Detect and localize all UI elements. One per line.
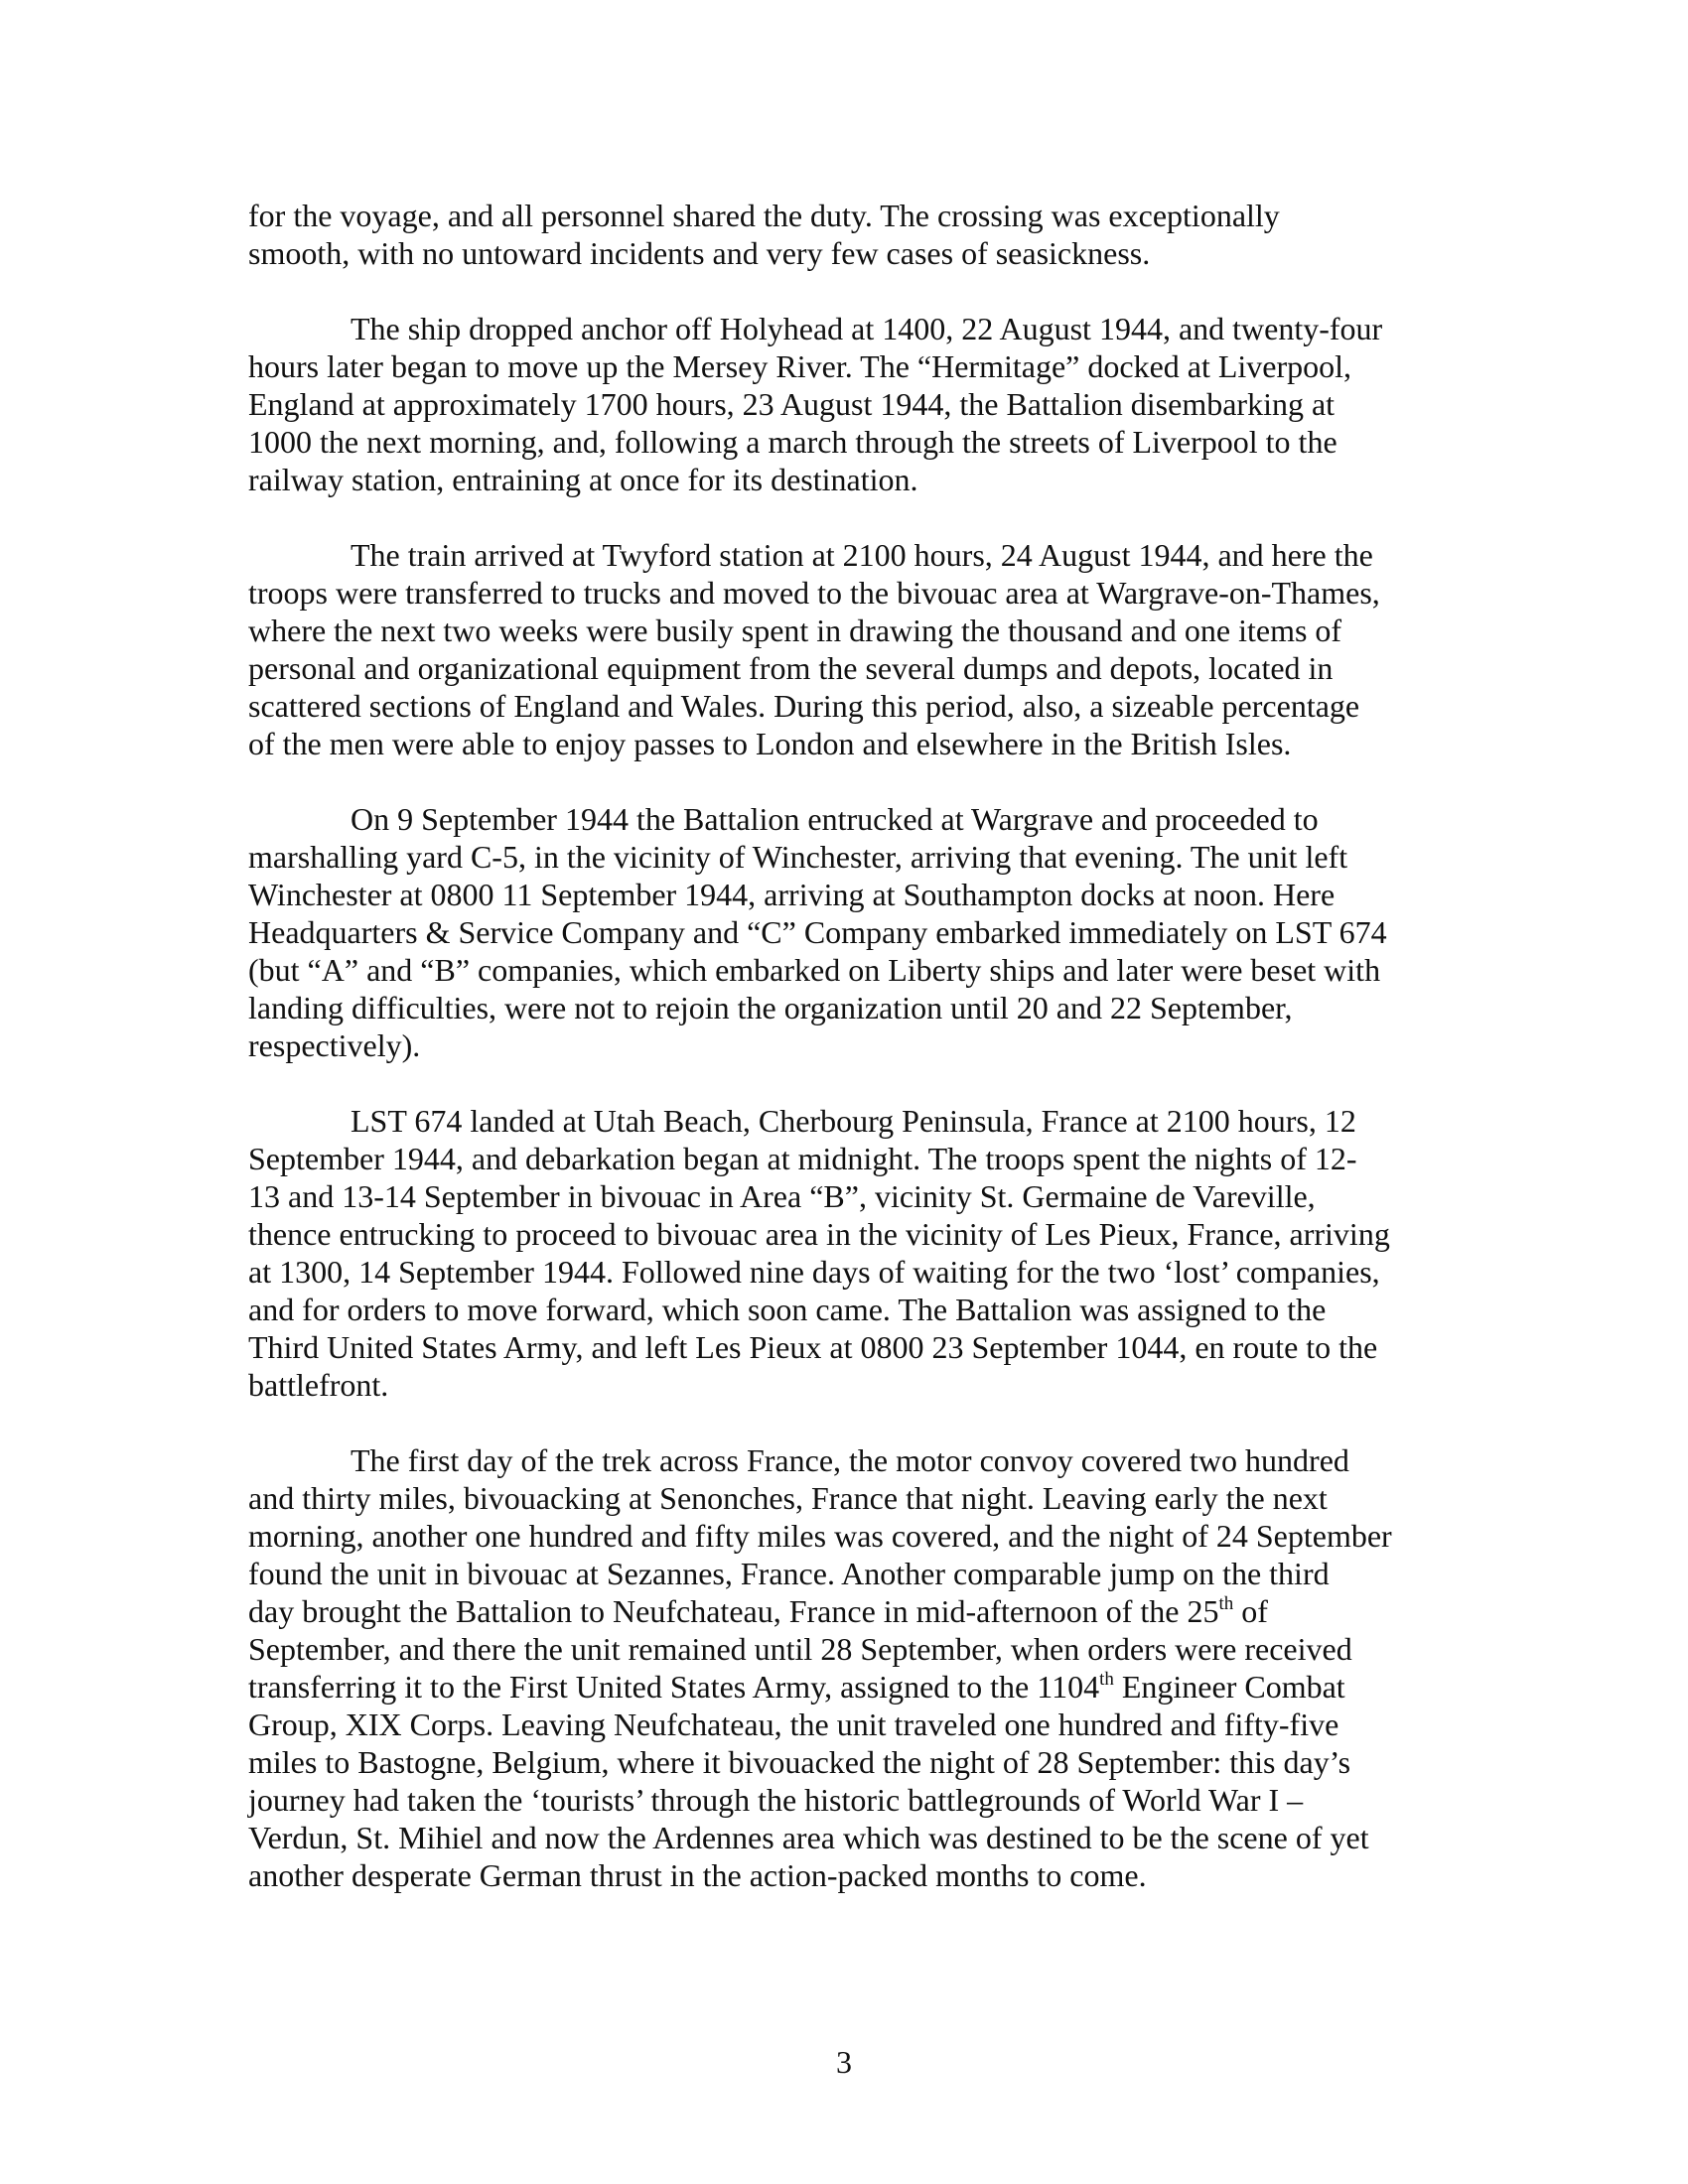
- text-line: September 1944, and debarkation began at midnight. The troops spent the nights of 12-: [248, 1141, 1357, 1176]
- text-line: The first day of the trek across France, the motor convoy covered two hundred: [351, 1442, 1349, 1478]
- text-line: respectively).: [248, 1027, 421, 1063]
- paragraph: [248, 800, 1479, 1064]
- text-line: hours later began to move up the Mersey River. The “Hermitage” docked at Liverpool,: [248, 348, 1352, 384]
- text-line: scattered sections of England and Wales. During this period, also, a sizeable percentage: [248, 688, 1360, 724]
- text-line: Winchester at 0800 11 September 1944, arriving at Southampton docks at noon. Here: [248, 877, 1336, 912]
- text-line: [248, 1592, 1479, 1630]
- text-run: day brought the Battalion to Neufchateau, France in mid-afternoon of the 25: [248, 1593, 1219, 1629]
- text-line: [248, 1668, 1479, 1706]
- paragraph: [248, 310, 1479, 498]
- paragraph: [248, 536, 1479, 762]
- ordinal-superscript: th: [1218, 1593, 1234, 1614]
- text-line: and for orders to move forward, which soon came. The Battalion was assigned to the: [248, 1292, 1327, 1327]
- text-line: and thirty miles, bivouacking at Senonches, France that night. Leaving early the next: [248, 1480, 1328, 1516]
- ordinal-superscript: th: [1099, 1669, 1114, 1690]
- text-line: landing difficulties, were not to rejoin the organization until 20 and 22 September,: [248, 990, 1293, 1025]
- text-line: (but “A” and “B” companies, which embarked on Liberty ships and later were beset with: [248, 952, 1381, 988]
- text-line: for the voyage, and all personnel shared the duty. The crossing was exceptionally: [248, 198, 1280, 233]
- text-line: thence entrucking to proceed to bivouac area in the vicinity of Les Pieux, France, arriving: [248, 1216, 1390, 1252]
- text-run: Engineer Combat: [1113, 1669, 1345, 1705]
- text-line: troops were transferred to trucks and moved to the bivouac area at Wargrave-on-Thames,: [248, 575, 1380, 611]
- text-line: miles to Bastogne, Belgium, where it bivouacked the night of 28 September: this day’s: [248, 1744, 1351, 1780]
- text-line: railway station, entraining at once for its destination.: [248, 462, 918, 497]
- text-line: September, and there the unit remained until 28 September, when orders were received: [248, 1631, 1352, 1667]
- text-run: transferring it to the First United States Army, assigned to the 1104: [248, 1669, 1100, 1705]
- text-line: Headquarters & Service Company and “C” Company embarked immediately on LST 674: [248, 914, 1387, 950]
- body-text: [248, 197, 1479, 1932]
- text-line: 1000 the next morning, and, following a march through the streets of Liverpool to the: [248, 424, 1337, 460]
- text-line: smooth, with no untoward incidents and very few cases of seasickness.: [248, 235, 1151, 271]
- text-line: LST 674 landed at Utah Beach, Cherbourg Peninsula, France at 2100 hours, 12: [351, 1103, 1356, 1139]
- text-line: On 9 September 1944 the Battalion entrucked at Wargrave and proceeded to: [351, 801, 1319, 837]
- text-line: England at approximately 1700 hours, 23 August 1944, the Battalion disembarking at: [248, 386, 1336, 422]
- text-line: journey had taken the ‘tourists’ through the historic battlegrounds of World War I –: [248, 1782, 1304, 1818]
- page-number: 3: [836, 2044, 852, 2080]
- text-line: where the next two weeks were busily spent in drawing the thousand and one items of: [248, 613, 1342, 648]
- text-line: The ship dropped anchor off Holyhead at 1400, 22 August 1944, and twenty-four: [351, 311, 1383, 346]
- text-line: battlefront.: [248, 1367, 389, 1403]
- text-line: personal and organizational equipment from the several dumps and depots, located in: [248, 650, 1334, 686]
- text-line: another desperate German thrust in the action-packed months to come.: [248, 1857, 1147, 1893]
- text-run: of: [1233, 1593, 1268, 1629]
- text-line: Third United States Army, and left Les Pieux at 0800 23 September 1044, en route to the: [248, 1329, 1378, 1365]
- text-line: morning, another one hundred and fifty miles was covered, and the night of 24 September: [248, 1518, 1392, 1554]
- text-line: Group, XIX Corps. Leaving Neufchateau, the unit traveled one hundred and fifty-five: [248, 1706, 1339, 1742]
- paragraph: [248, 1102, 1479, 1404]
- paragraph: [248, 197, 1479, 272]
- text-line: Verdun, St. Mihiel and now the Ardennes area which was destined to be the scene of yet: [248, 1820, 1369, 1855]
- text-line: 13 and 13-14 September in bivouac in Area “B”, vicinity St. Germaine de Vareville,: [248, 1178, 1316, 1214]
- text-line: at 1300, 14 September 1944. Followed nine days of waiting for the two ‘lost’ companies,: [248, 1254, 1380, 1290]
- text-line: of the men were able to enjoy passes to London and elsewhere in the British Isles.: [248, 726, 1292, 761]
- text-line: The train arrived at Twyford station at 2100 hours, 24 August 1944, and here the: [351, 537, 1373, 573]
- text-line: found the unit in bivouac at Sezannes, France. Another comparable jump on the third: [248, 1556, 1330, 1591]
- paragraph: [248, 1441, 1479, 1894]
- text-line: marshalling yard C-5, in the vicinity of Winchester, arriving that evening. The unit left: [248, 839, 1348, 875]
